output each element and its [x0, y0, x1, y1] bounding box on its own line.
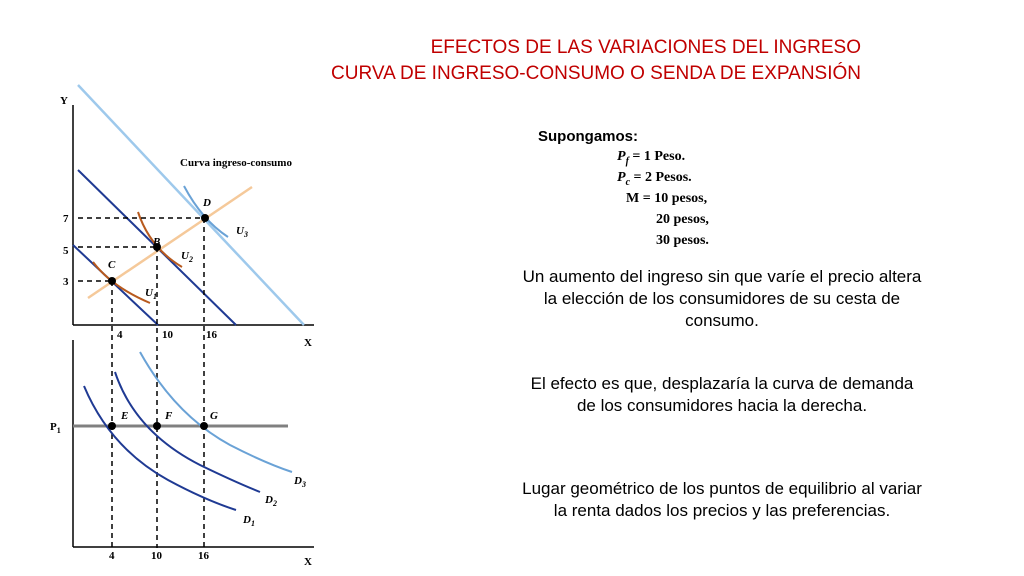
- point-c-label: C: [108, 259, 116, 271]
- curve-label: Curva ingreso-consumo: [180, 157, 292, 169]
- x-tick-4-top: 4: [117, 329, 123, 341]
- demand-curve-d1: [84, 386, 236, 510]
- point-d: [201, 214, 209, 222]
- bottom-x-axis-label: X: [304, 556, 312, 568]
- point-e: [108, 422, 116, 430]
- assumptions-header: Supongamos:: [538, 128, 638, 145]
- top-x-axis-label: X: [304, 337, 312, 349]
- paragraph-demand-shift: El efecto es que, desplazaría la curva de demanda de los consumidores hacia la derecha.: [530, 374, 914, 415]
- d2-label: $D_2$: [265, 494, 277, 508]
- assumption-m3: 30 pesos.: [656, 233, 709, 248]
- d3-label: $D_3$: [294, 475, 306, 489]
- indifference-curve-u1: [93, 262, 150, 303]
- x-tick-4-bottom: 4: [109, 550, 115, 562]
- d1-label: $D_1$: [243, 514, 255, 528]
- x-tick-10-bottom: 10: [151, 550, 162, 562]
- assumption-pf: $P_f = 1$ Peso.: [617, 149, 686, 167]
- x-tick-10-top: 10: [162, 329, 173, 341]
- assumption-m1: M = 10 pesos,: [626, 191, 708, 206]
- budget-line-3: [78, 85, 304, 325]
- title-line-1: EFECTOS DE LAS VARIACIONES DEL INGRESO: [430, 37, 861, 58]
- x-tick-16-top: 16: [206, 329, 217, 341]
- title-line-2: CURVA DE INGRESO-CONSUMO O SENDA DE EXPANSIÓN: [331, 63, 861, 84]
- paragraph-income-change: Un aumento del ingreso sin que varíe el precio altera la elección de los consumidores de su cesta de consumo.: [522, 267, 922, 330]
- demand-curve-d2: [115, 372, 260, 492]
- top-y-axis-label: Y: [60, 95, 68, 107]
- y-tick-7: 7: [63, 213, 69, 225]
- point-d-label: D: [203, 197, 211, 209]
- point-f: [153, 422, 161, 430]
- u2-label: $U_2$: [181, 250, 193, 264]
- point-f-label: F: [165, 410, 173, 422]
- point-g: [200, 422, 208, 430]
- y-tick-3: 3: [63, 276, 69, 288]
- point-e-label: E: [121, 410, 129, 422]
- y-tick-5: 5: [63, 245, 69, 257]
- paragraph-locus: Lugar geométrico de los puntos de equilibrio al variar la renta dados los precios y las preferencias.: [522, 479, 922, 520]
- assumption-m2: 20 pesos,: [656, 212, 709, 227]
- point-g-label: G: [210, 410, 218, 422]
- assumption-pc: $P_c = 2$ Pesos.: [617, 170, 692, 188]
- u3-label: $U_3$: [236, 225, 248, 239]
- u1-label: $U_1$: [145, 287, 157, 301]
- point-b-label: B: [153, 236, 161, 248]
- x-tick-16-bottom: 16: [198, 550, 209, 562]
- point-c: [108, 277, 116, 285]
- price-label-text: $P_1$: [50, 421, 61, 435]
